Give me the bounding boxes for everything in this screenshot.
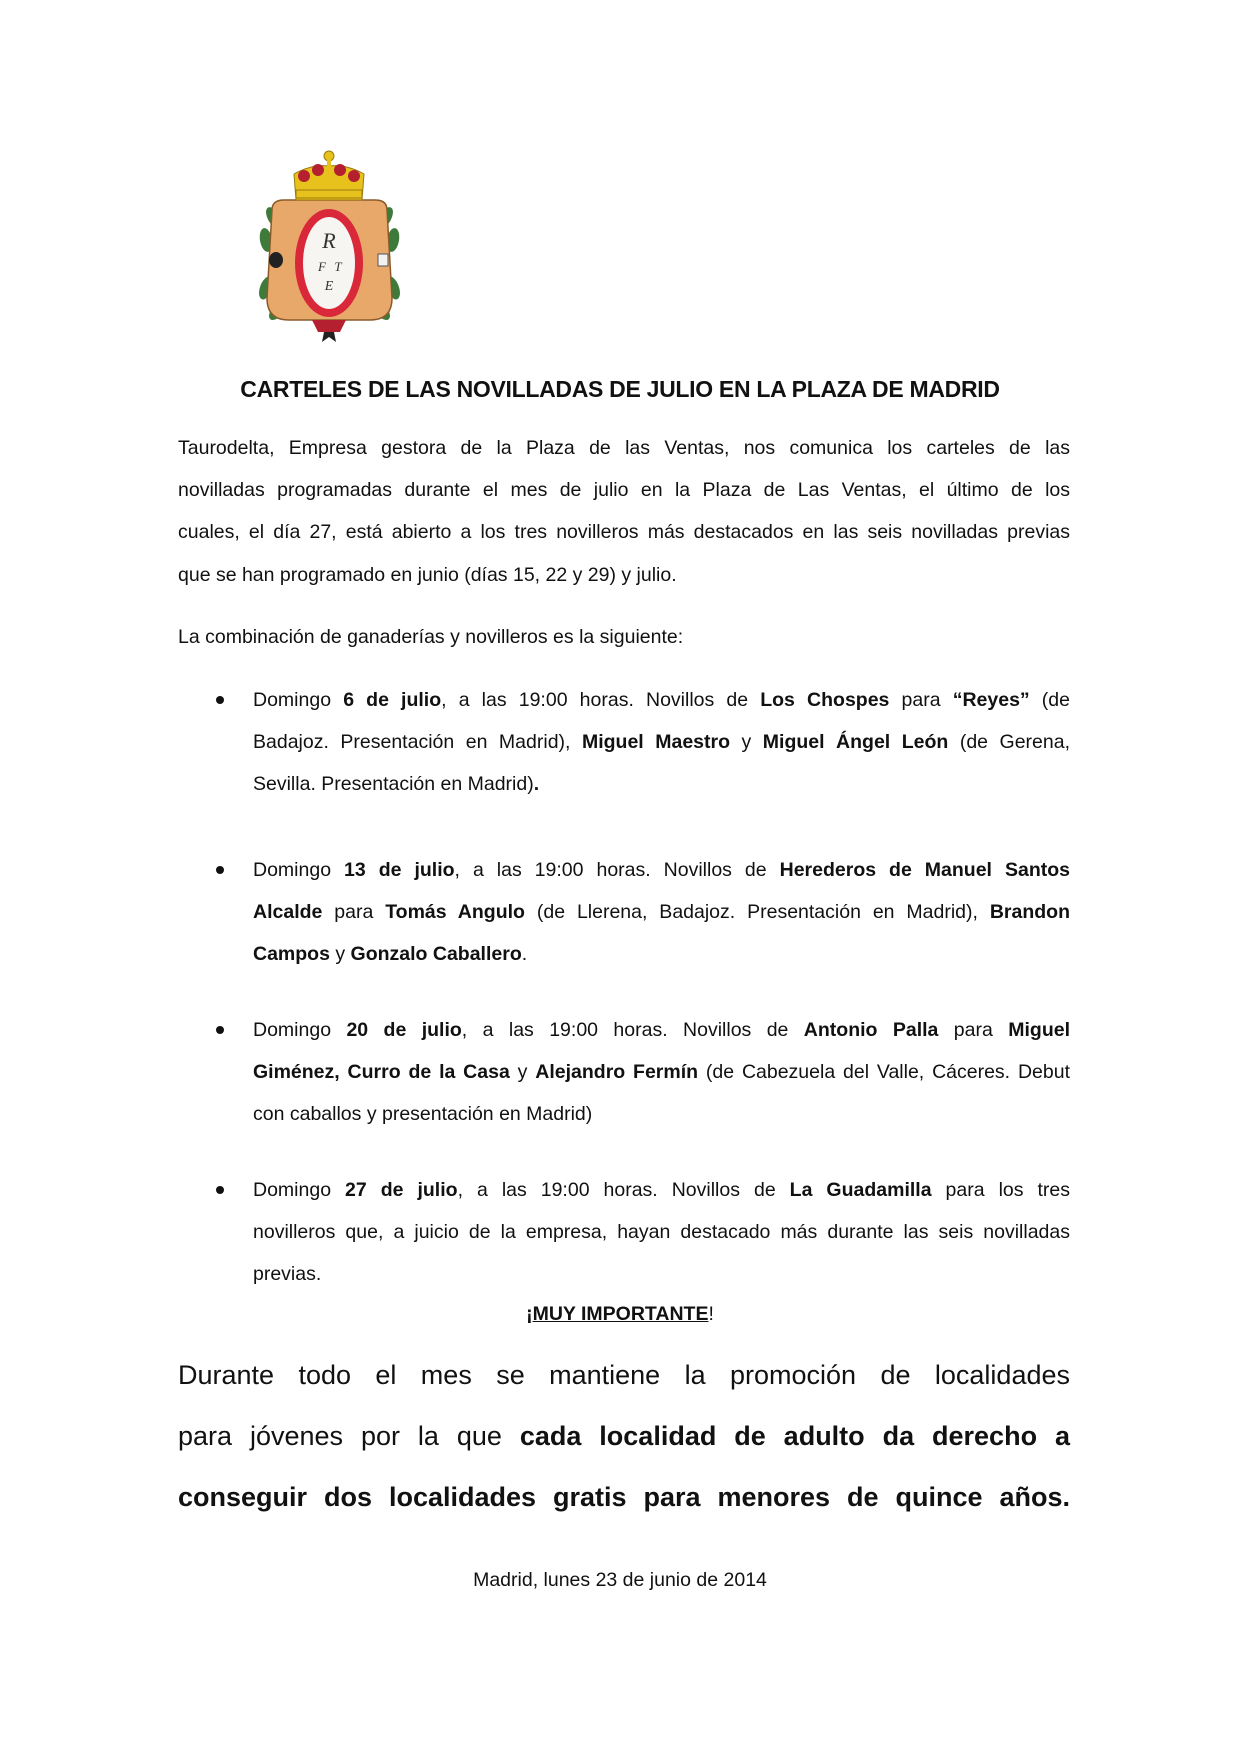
intro-line: que se han programado en junio (días 15, 22 y 29) y julio. (178, 564, 677, 586)
bullet-icon (216, 696, 224, 704)
text-segment: (de Gerena, (948, 731, 1070, 753)
text-segment: y (730, 731, 763, 753)
text-segment: . (521, 943, 528, 965)
event-line (253, 1176, 1070, 1204)
bold-text: Los Chospes (760, 689, 890, 711)
text-segment: y (329, 943, 351, 965)
important-notice (0, 1300, 1240, 1328)
text-segment: Domingo (253, 689, 344, 711)
intro-line: cuales, el día 27, está abierto a los tres novilleros más destacados en las seis novilladas previas (178, 521, 1070, 543)
svg-text:E: E (324, 279, 334, 294)
text-segment: con caballos y presentación en Madrid) (253, 1103, 593, 1125)
svg-text:F: F (318, 259, 326, 274)
text-segment: Domingo (253, 1019, 347, 1041)
event-line (253, 1100, 1070, 1128)
promo-line (178, 1416, 1070, 1456)
svg-text:T: T (334, 259, 342, 274)
event-line (253, 1260, 1070, 1288)
federation-crest-logo (252, 148, 407, 343)
text-segment: Domingo (253, 1179, 346, 1201)
event-line (253, 686, 1070, 714)
event-line (253, 728, 1070, 756)
bold-text: Herederos de Manuel Santos (779, 859, 1070, 881)
intro-line: novilladas programadas durante el mes de julio en la Plaza de Las Ventas, el último de los (178, 479, 1070, 501)
bold-text: Miguel Maestro (581, 731, 731, 753)
text-segment: (de Cabezuela del Valle, Cáceres. Debut (698, 1061, 1070, 1083)
text-segment: (de (1029, 689, 1070, 711)
text-segment: Domingo (253, 859, 345, 881)
bold-text: “Reyes” (952, 689, 1030, 711)
intro-line: Taurodelta, Empresa gestora de la Plaza de las Ventas, nos comunica los carteles de las (178, 437, 1070, 459)
event-line (253, 1218, 1070, 1246)
promo-line (178, 1355, 1070, 1395)
bold-text: 13 de julio (344, 859, 455, 881)
important-label: ¡MUY IMPORTANTE (526, 1303, 709, 1325)
text-segment: Durante todo el mes se mantiene la promoción de localidades (178, 1360, 1070, 1390)
text-segment: para los tres (931, 1179, 1070, 1201)
event-line (253, 856, 1070, 884)
event-line (253, 1058, 1070, 1086)
text-segment: y (509, 1061, 536, 1083)
bullet-icon (216, 1026, 224, 1034)
text-segment: Sevilla. Presentación en Madrid) (253, 773, 534, 795)
text-segment: , a las 19:00 horas. Novillos de (457, 1179, 790, 1201)
text-segment: para (938, 1019, 1009, 1041)
crest-icon (252, 148, 407, 343)
bold-text: Giménez, Curro de la Casa (253, 1061, 510, 1083)
bullet-icon (216, 866, 224, 874)
bold-text: cada localidad de adulto da derecho a (519, 1421, 1071, 1451)
event-line (253, 898, 1070, 926)
event-line (253, 1016, 1070, 1044)
combination-intro: La combinación de ganaderías y novilleros es la siguiente: (178, 626, 684, 648)
page-title: CARTELES DE LAS NOVILLADAS DE JULIO EN LA PLAZA DE MADRID (240, 376, 1000, 402)
bold-text: 27 de julio (345, 1179, 458, 1201)
event-line (253, 770, 1070, 798)
bold-text: Antonio Palla (803, 1019, 939, 1041)
text-segment: previas. (253, 1263, 322, 1285)
bold-text: Gonzalo Caballero (350, 943, 522, 965)
bullet-icon (216, 1186, 224, 1194)
bold-text: Campos (253, 943, 330, 965)
bold-text: Tomás Angulo (385, 901, 525, 923)
text-segment: (de Llerena, Badajoz. Presentación en Madrid), (524, 901, 990, 923)
event-line (253, 940, 1070, 968)
text-segment: para jóvenes por la que (178, 1421, 520, 1451)
promo-line (178, 1477, 1070, 1517)
document-date: Madrid, lunes 23 de junio de 2014 (473, 1569, 767, 1591)
text-segment: , a las 19:00 horas. Novillos de (461, 1019, 804, 1041)
bold-text: Miguel Ángel León (762, 731, 949, 753)
text-segment: Badajoz. Presentación en Madrid), (253, 731, 582, 753)
text-segment: , a las 19:00 horas. Novillos de (454, 859, 780, 881)
text-segment: novilleros que, a juicio de la empresa, hayan destacado más durante las seis novilladas (253, 1221, 1070, 1243)
bold-text: Brandon (989, 901, 1070, 923)
bold-text: 20 de julio (346, 1019, 462, 1041)
bold-text: conseguir dos localidades gratis para menores de quince años. (178, 1482, 1070, 1512)
svg-text:R: R (322, 228, 336, 253)
bold-text: 6 de julio (343, 689, 442, 711)
bold-text: Miguel (1008, 1019, 1070, 1041)
bold-text: La Guadamilla (789, 1179, 932, 1201)
bold-text: Alejandro Fermín (535, 1061, 699, 1083)
text-segment: para (889, 689, 953, 711)
bold-text: . (533, 773, 540, 795)
important-suffix: ! (708, 1303, 714, 1325)
bold-text: Alcalde (253, 901, 323, 923)
text-segment: para (322, 901, 386, 923)
text-segment: , a las 19:00 horas. Novillos de (441, 689, 761, 711)
